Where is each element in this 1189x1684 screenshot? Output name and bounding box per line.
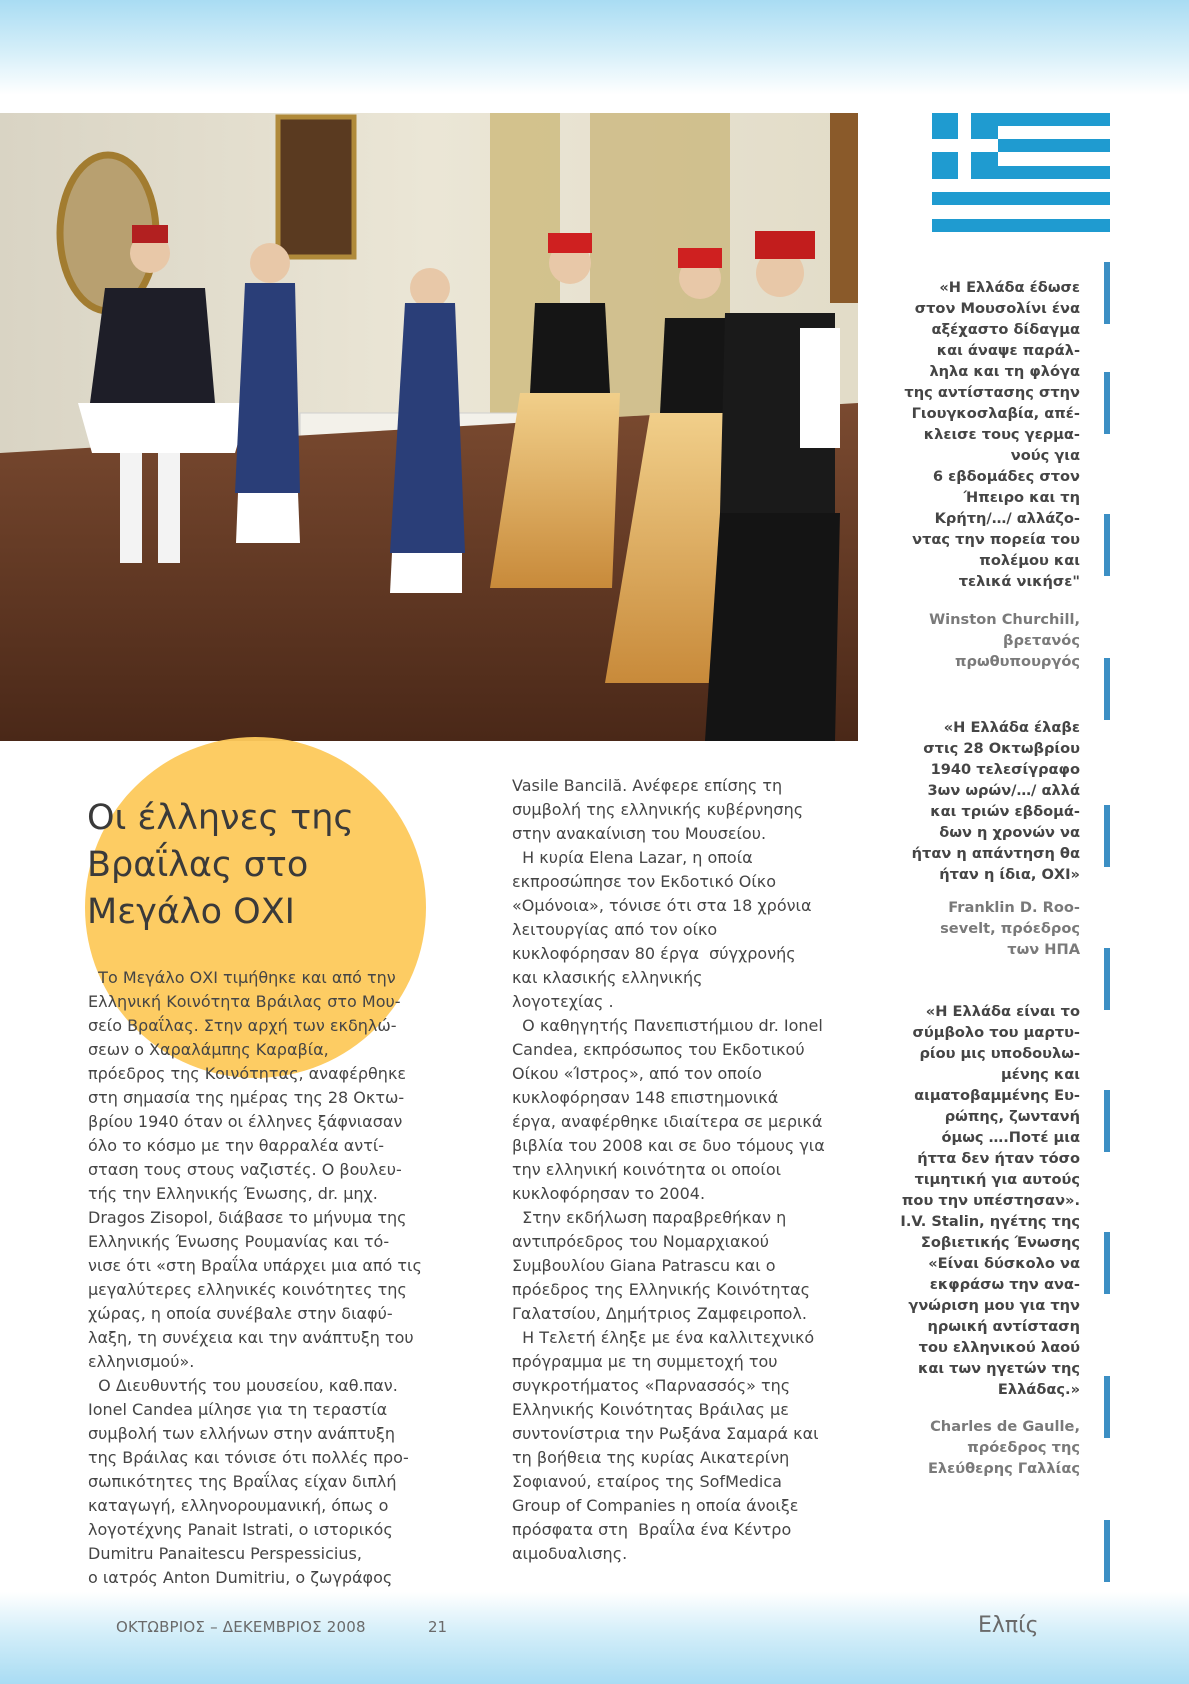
text-line: σταση τους στους ναζιστές. Ο βουλευ- xyxy=(88,1160,402,1179)
quote-churchill: «Η Ελλάδα έδωσε στον Μουσολίνι ένα αξέχαστο δίδαγμα και άναψε παράλ- ληλα και τη φλόγα της αντίστασης στην Γιουγκοσλαβία, απέ- κλεισε τους γερμα- νούς για 6 εβδομάδες στον Ήπειρο και τη Κρήτη/…/ αλλάζο- ντας την πορεία του πολέμου και τελικά νικήσε" xyxy=(904,279,1080,590)
text-line: Ελληνικής Κοινότητας Βράιλας με xyxy=(512,1400,789,1419)
text-line: πρόγραμμα με τη συμμετοχή του xyxy=(512,1352,778,1371)
text-line: κυκλοφόρησαν 80 έργα σύγχρονής xyxy=(512,944,796,963)
text-line: στην ανακαίνιση του Μουσείου. xyxy=(512,824,767,843)
text-line: λογοτέχνης Panait Istrati, ο ιστορικός xyxy=(88,1520,393,1539)
accent-bar xyxy=(1104,262,1110,324)
text-line: ο ιατρός Anton Dumitriu, ο ζωγράφος xyxy=(88,1568,393,1587)
text-line: Γαλατσίου, Δημήτριος Ζαμφειροπολ. xyxy=(512,1304,807,1323)
text-line: Group of Companies η οποία άνοιξε xyxy=(512,1496,799,1515)
text-line: βιβλία του 2008 και σε δυο τόμους για xyxy=(512,1136,825,1155)
text-line: πρόεδρος της Κοινότητας, αναφέρθηκε xyxy=(88,1064,407,1083)
text-line: Candea, εκπρόσωπος του Εκδοτικού xyxy=(512,1040,805,1059)
quote-author-degaulle: Charles de Gaulle, πρόεδρος της Ελεύθερης Γαλλίας xyxy=(927,1418,1080,1477)
text-line: βρίου 1940 όταν οι έλληνες ξάφνιασαν xyxy=(88,1112,403,1131)
text-line: πρόσφατα στη Βραΐλα ένα Κέντρο xyxy=(512,1520,792,1539)
accent-bar xyxy=(1104,514,1110,576)
text-line: αντιπρόεδρος του Νομαρχιακού xyxy=(512,1232,770,1251)
magazine-name: Ελπίς xyxy=(978,1613,1039,1638)
text-line: κυκλοφόρησαν το 2004. xyxy=(512,1184,706,1203)
text-line: «Ομόνοια», τόνισε ότι στα 18 χρόνια xyxy=(512,896,812,915)
text-line: συγκροτήματος «Παρνασσός» της xyxy=(512,1376,791,1395)
text-line: την ελληνική κοινότητα οι οποίοι xyxy=(512,1160,782,1179)
text-line: Συμβουλίου Giana Patrascu και ο xyxy=(512,1256,776,1275)
text-line: συμβολή των ελλήνων στην ανάπτυξη xyxy=(88,1424,395,1443)
text-line: Dumitru Panaitescu Perspessicius, xyxy=(88,1544,362,1563)
text-line: χώρας, η οποία συνέβαλε στην διαφύ- xyxy=(88,1304,393,1323)
text-line: λογοτεχίας . xyxy=(512,992,614,1011)
accent-bar xyxy=(1104,1520,1110,1582)
text-line: Ελληνικής Ένωσης Ρουμανίας και τό- xyxy=(88,1232,390,1251)
text-line: νισε ότι «στη Βραΐλα υπάρχει μια από τις xyxy=(88,1256,422,1275)
quote-roosevelt: «Η Ελλάδα έλαβε στις 28 Οκτωβρίου 1940 τελεσίγραφο 3ων ωρών/…/ αλλά και τριών εβδομά- δων η χρονών να ήταν η απάντηση θα ήταν η ίδια, ΟΧΙ» xyxy=(911,719,1080,883)
page-number: 21 xyxy=(428,1618,448,1636)
text-line: Ο καθηγητής Πανεπιστήμιου dr. Ionel xyxy=(512,1016,823,1035)
text-line: Οίκου «Ίστρος», από τον οποίο xyxy=(512,1064,762,1083)
text-line: και κλασικής ελληνικής xyxy=(512,968,703,987)
accent-bar xyxy=(1104,372,1110,434)
accent-bar xyxy=(1104,805,1110,867)
text-line: έργα, αναφέρθηκε ιδιαίτερα σε μερικά xyxy=(512,1112,823,1131)
text-line: τής την Ελληνικής Ένωσης, dr. μηχ. xyxy=(88,1184,378,1203)
text-line: Το Μεγάλο ΟΧΙ τιμήθηκε και από την xyxy=(88,968,396,987)
text-line: πρόεδρος της Ελληνικής Κοινότητας xyxy=(512,1280,811,1299)
quote-author-roosevelt: Franklin D. Roo- sevelt, πρόεδρος των ΗΠΑ xyxy=(940,899,1080,958)
text-line: μεγαλύτερες ελληνικές κοινότητες της xyxy=(88,1280,407,1299)
accent-bar xyxy=(1104,1232,1110,1294)
accent-bar xyxy=(1104,948,1110,1010)
text-line: Dragos Zisopol, διάβασε το μήνυμα της xyxy=(88,1208,407,1227)
text-line: Σοφιανού, εταίρος της SofMedica xyxy=(512,1472,782,1491)
text-line: της Βράιλας και τόνισε ότι πολλές προ- xyxy=(88,1448,409,1467)
text-line: καταγωγή, ελληνορουμανική, όπως ο xyxy=(88,1496,389,1515)
text-line: όλο το κόσμο με την θαρραλέα αντί- xyxy=(88,1136,385,1155)
accent-bar xyxy=(1104,658,1110,720)
article-column-left xyxy=(88,966,448,1590)
text-line: Ionel Candea μίλησε για τη τεραστία xyxy=(88,1400,388,1419)
text-line: Ο Διευθυντής του μουσείου, καθ.παν. xyxy=(88,1376,398,1395)
greek-flag-icon xyxy=(932,113,1110,232)
quote-author-churchill: Winston Churchill, βρετανός πρωθυπουργός xyxy=(929,611,1080,670)
text-line: τη βοήθεια της κυρίας Αικατερίνη xyxy=(512,1448,790,1467)
text-line: συμβολή της ελληνικής κυβέρνησης xyxy=(512,800,804,819)
text-line: συντονίστρια την Ρωξάνα Σαμαρά και xyxy=(512,1424,819,1443)
text-line: κυκλοφόρησαν 148 επιστημονικά xyxy=(512,1088,779,1107)
text-line: σωπικότητες της Βραΐλας είχαν διπλή xyxy=(88,1472,397,1491)
text-line: λαξη, τη συνέχεια και την ανάπτυξη του xyxy=(88,1328,414,1347)
text-line: εκπροσώπησε τον Εκδοτικό Οίκο xyxy=(512,872,776,891)
text-line: Η Τελετή έληξε με ένα καλλιτεχνικό xyxy=(512,1328,815,1347)
accent-bar xyxy=(1104,1376,1110,1438)
dancers-photo xyxy=(0,113,858,741)
article-title: Οι έλληνες της Βραΐλας στο Μεγάλο ΟΧΙ xyxy=(87,798,354,932)
text-line: σείο Βραΐλας. Στην αρχή των εκδηλώ- xyxy=(88,1016,397,1035)
text-line: αιμοδυαλισης. xyxy=(512,1544,628,1563)
text-line: ελληνισμού». xyxy=(88,1352,195,1371)
text-line: Η κυρία Elena Lazar, η οποία xyxy=(512,848,753,867)
issue-date: ΟΚΤΩΒΡΙΟΣ – ΔΕΚΕΜΒΡΙΟΣ 2008 xyxy=(116,1618,366,1636)
text-line: σεων ο Χαραλάμπης Καραβία, xyxy=(88,1040,329,1059)
text-line: Ελληνική Κοινότητα Βράιλας στο Μου- xyxy=(88,992,401,1011)
text-line: λειτουργίας από τον οίκο xyxy=(512,920,718,939)
top-gradient-band xyxy=(0,0,1189,95)
text-line: Vasile Bancilă. Ανέφερε επίσης τη xyxy=(512,776,783,795)
quote-stalin-degaulle: «Η Ελλάδα είναι το σύμβολο του μαρτυ- ρίου μις υποδουλω- μένης και αιματοβαμμένης Ευ- ρώπης, ζωντανή όμως ….Ποτέ μια ήττα δεν ήταν τόσο τιμητική για αυτούς που την υπέστησαν». I.V. Stalin, ηγέτης της Σοβιετικής Ένωσης «Είναι δύσκολο να εκφράσω την ανα- γνώριση μου για την ηρωική αντίσταση του ελληνικού λαού και των ηγετών της Ελλάδας.» xyxy=(900,1003,1080,1398)
article-column-middle xyxy=(512,774,852,1566)
accent-bar xyxy=(1104,1090,1110,1152)
text-line: στη σημασία της ημέρας της 28 Οκτω- xyxy=(88,1088,405,1107)
text-line: Στην εκδήλωση παραβρεθήκαν η xyxy=(512,1208,787,1227)
bottom-gradient-band xyxy=(0,1592,1189,1684)
